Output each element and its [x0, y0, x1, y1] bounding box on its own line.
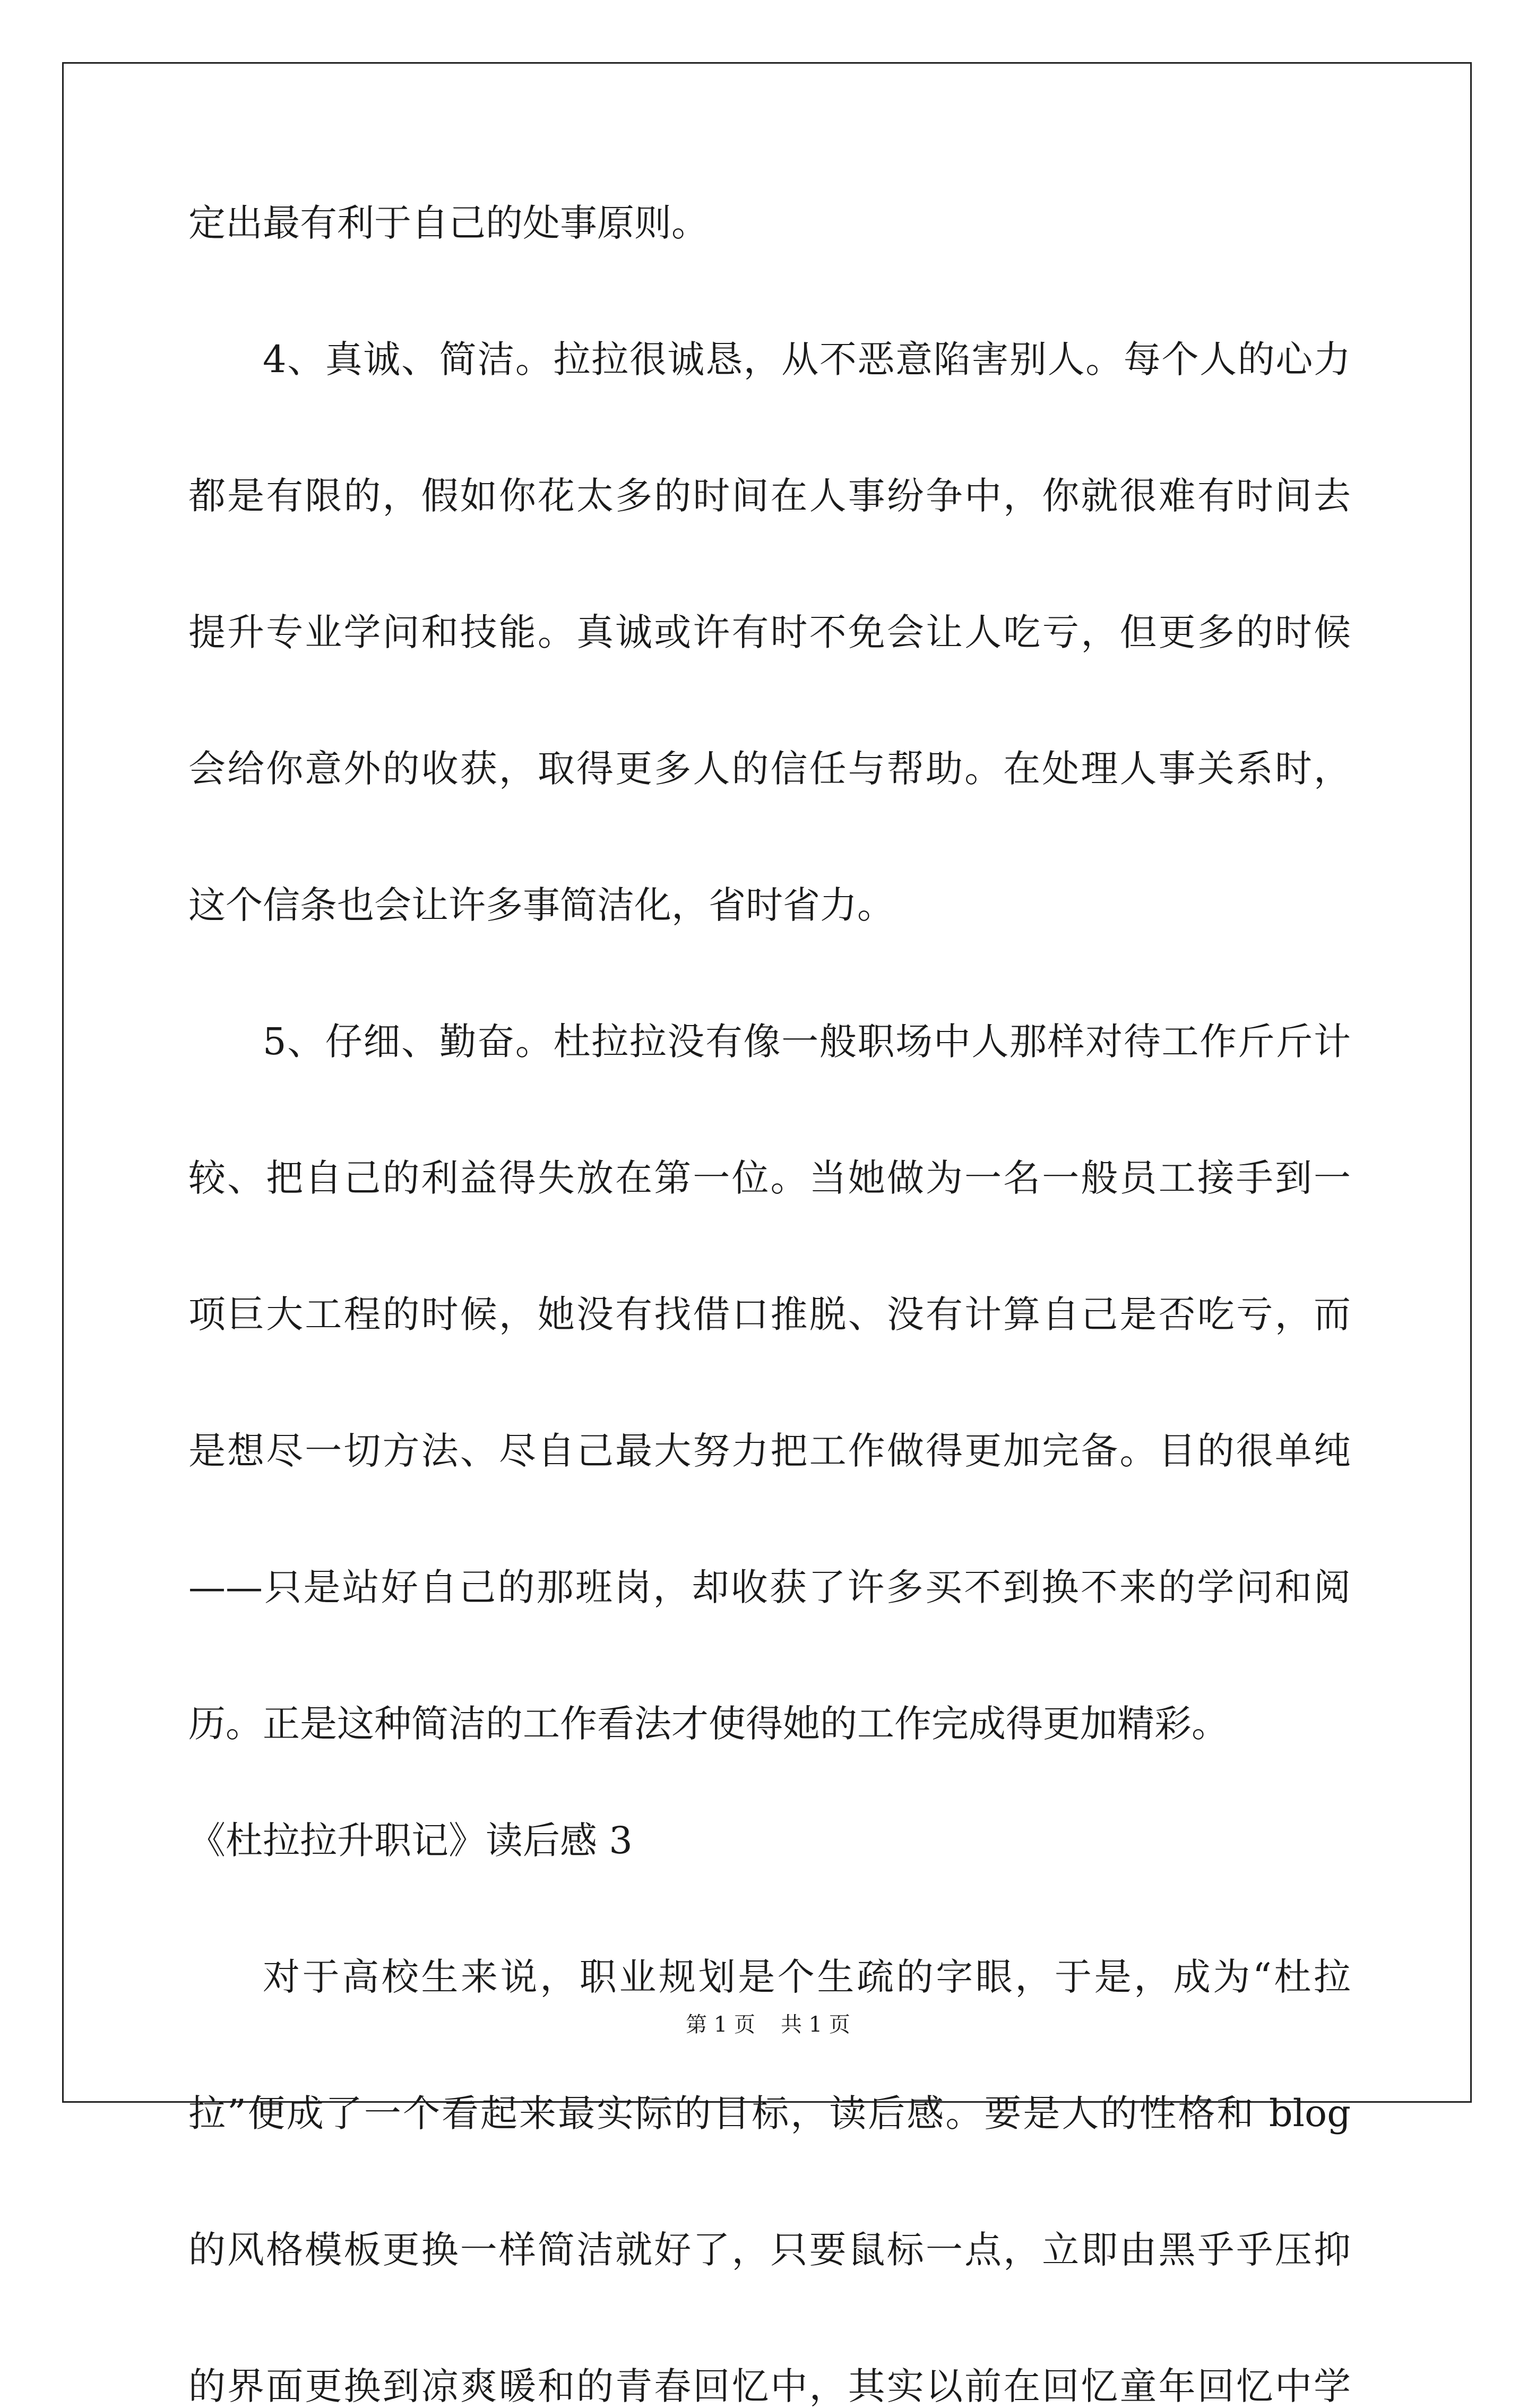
page-number-total: 共 1 页 [781, 2013, 850, 2037]
text-line: 项巨大工程的时候，她没有找借口推脱、没有计算自己是否吃亏，而 [188, 1293, 1351, 1336]
paragraph-start-line: 对于高校生来说，职业规划是个生疏的字眼，于是，成为“杜拉 [263, 1955, 1351, 1999]
text-line: 会给你意外的收获，取得更多人的信任与帮助。在处理人事关系时， [188, 747, 1351, 790]
text-line: 的界面更换到凉爽暖和的青春回忆中，其实以前在回忆童年回忆中学 [188, 2364, 1351, 2408]
text-line: 拉”便成了一个看起来最实际的目标，读后感。要是人的性格和 blog [188, 2092, 1351, 2135]
document-body [188, 202, 1351, 2407]
page-footer [0, 2012, 1536, 2037]
text-line: 较、把自己的利益得失放在第一位。当她做为一名一般员工接手到一 [188, 1156, 1351, 1200]
text-line: ——只是站好自己的那班岗，却收获了许多买不到换不来的学问和阅 [188, 1566, 1351, 1609]
text-line: 都是有限的，假如你花太多的时间在人事纷争中，你就很难有时间去 [188, 474, 1351, 518]
section-heading: 《杜拉拉升职记》读后感 3 [188, 1819, 633, 1862]
paragraph-start-line: 4、真诚、简洁。拉拉很诚恳，从不恶意陷害别人。每个人的心力 [263, 338, 1351, 381]
page-number-current: 第 1 页 [686, 2013, 755, 2037]
text-line: 是想尽一切方法、尽自己最大努力把工作做得更加完备。目的很单纯 [188, 1429, 1351, 1473]
text-line: 提升专业学问和技能。真诚或许有时不免会让人吃亏，但更多的时候 [188, 610, 1351, 654]
text-line: 历。正是这种简洁的工作看法才使得她的工作完成得更加精彩。 [188, 1702, 1229, 1745]
text-line: 这个信条也会让许多事简洁化，省时省力。 [188, 883, 894, 927]
paragraph-start-line: 5、仔细、勤奋。杜拉拉没有像一般职场中人那样对待工作斤斤计 [263, 1020, 1351, 1063]
text-line: 定出最有利于自己的处事原则。 [188, 201, 709, 245]
text-line: 的风格模板更换一样简洁就好了，只要鼠标一点，立即由黑乎乎压抑 [188, 2228, 1351, 2272]
